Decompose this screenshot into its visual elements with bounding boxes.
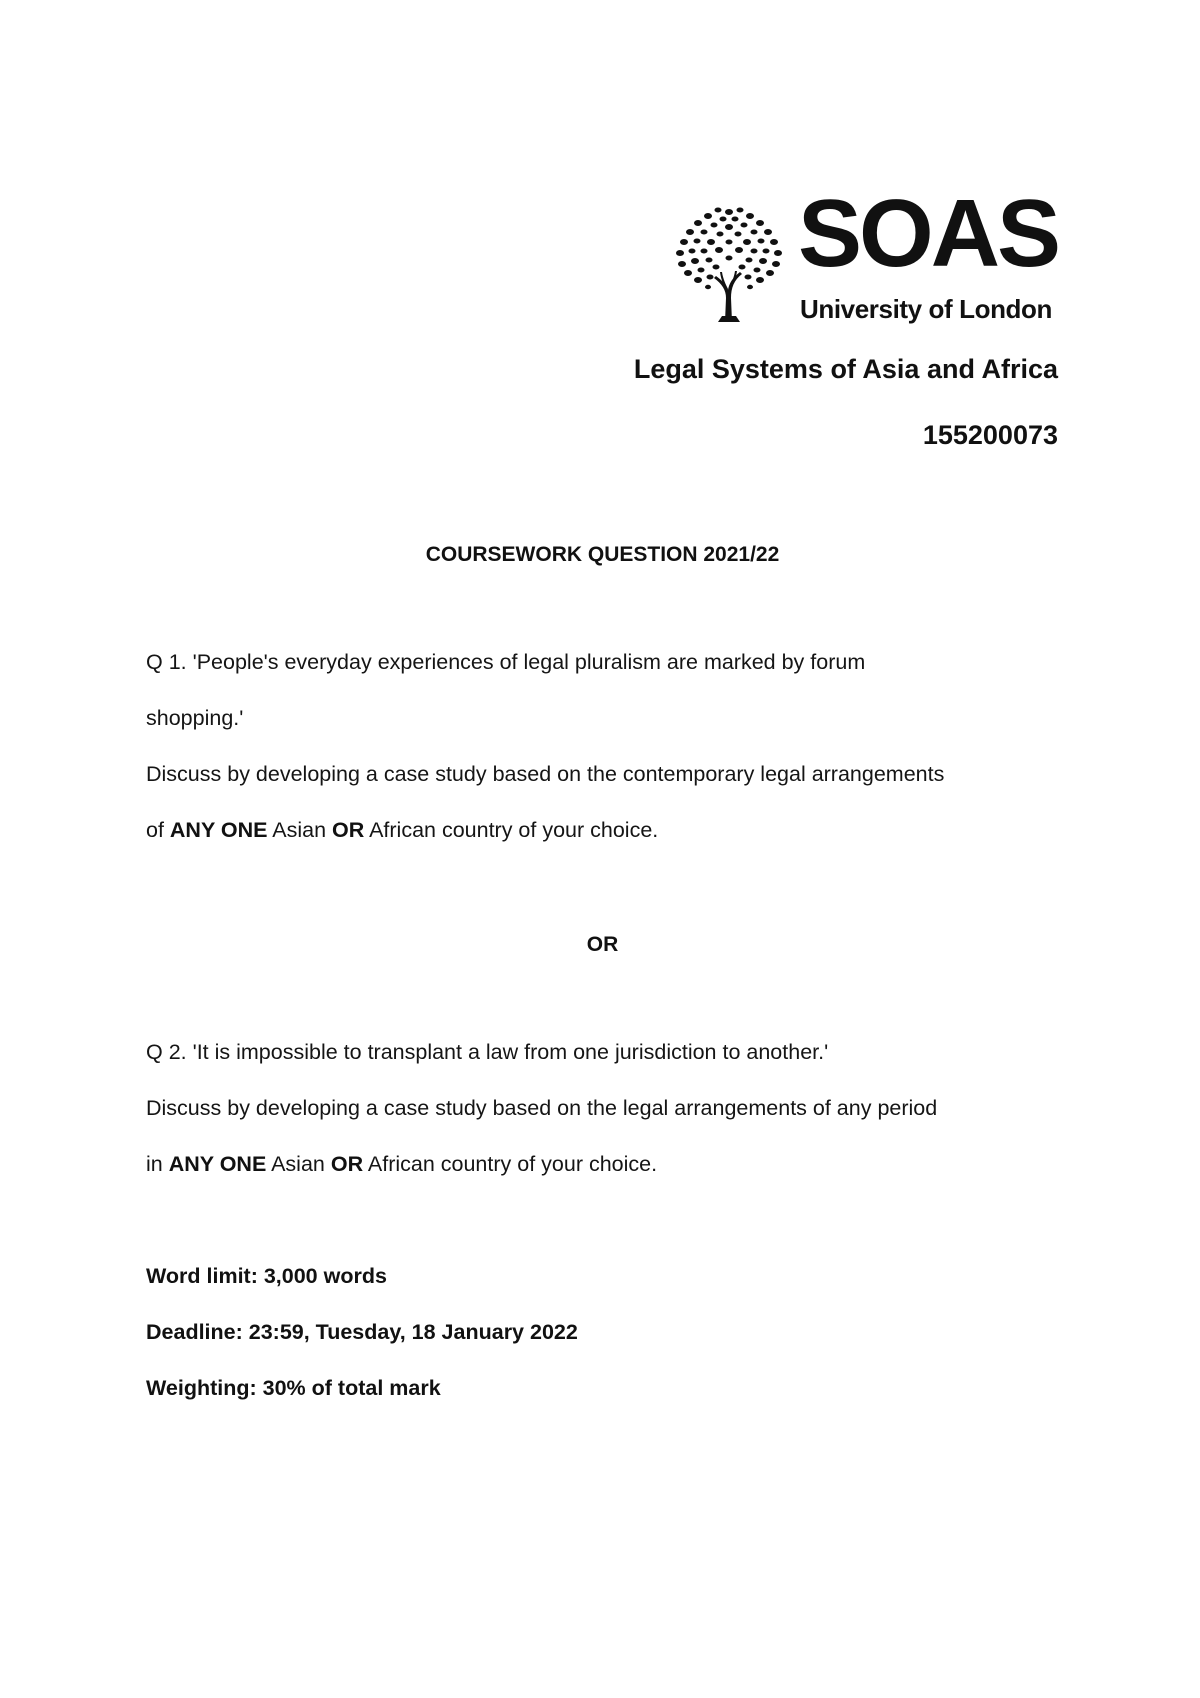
q1-line-1: Q 1. 'People's everyday experiences of legal pluralism are marked by forum xyxy=(146,650,866,674)
course-title: Legal Systems of Asia and Africa xyxy=(633,354,1058,384)
word-limit: Word limit: 3,000 words xyxy=(146,1264,387,1288)
q2-line-3-post: African country of your choice. xyxy=(363,1152,658,1176)
q1-line-2: shopping.' xyxy=(146,706,244,730)
q2-line-3-mid: Asian xyxy=(266,1152,331,1176)
q1-or: OR xyxy=(332,818,365,842)
soas-logo xyxy=(670,180,1065,328)
q1-line-4-pre: of xyxy=(146,818,170,842)
q2-line-3 xyxy=(146,1154,657,1176)
q2-line-1: Q 2. 'It is impossible to transplant a law from one jurisdiction to another.' xyxy=(146,1040,829,1064)
q1-any-one: ANY ONE xyxy=(169,818,268,842)
coursework-heading: COURSEWORK QUESTION 2021/22 xyxy=(425,543,780,566)
q1-line-3: Discuss by developing a case study based on the contemporary legal arrangements xyxy=(146,762,945,786)
or-divider: OR xyxy=(586,933,619,956)
weighting: Weighting: 30% of total mark xyxy=(146,1376,441,1400)
q2-any-one: ANY ONE xyxy=(168,1152,267,1176)
q2-line-2: Discuss by developing a case study based on the legal arrangements of any period xyxy=(146,1096,938,1120)
q1-line-4 xyxy=(146,820,658,842)
logo-tagline: University of London xyxy=(800,294,1053,324)
deadline: Deadline: 23:59, Tuesday, 18 January 2022 xyxy=(146,1320,578,1344)
course-code: 155200073 xyxy=(922,420,1058,450)
q2-line-3-pre: in xyxy=(146,1152,169,1176)
q2-or: OR xyxy=(330,1152,364,1176)
logo-wordmark: SOAS xyxy=(798,180,1059,287)
q1-line-4-mid: Asian xyxy=(267,818,333,842)
tree-icon xyxy=(670,200,788,322)
q1-line-4-post: African country of your choice. xyxy=(364,818,659,842)
